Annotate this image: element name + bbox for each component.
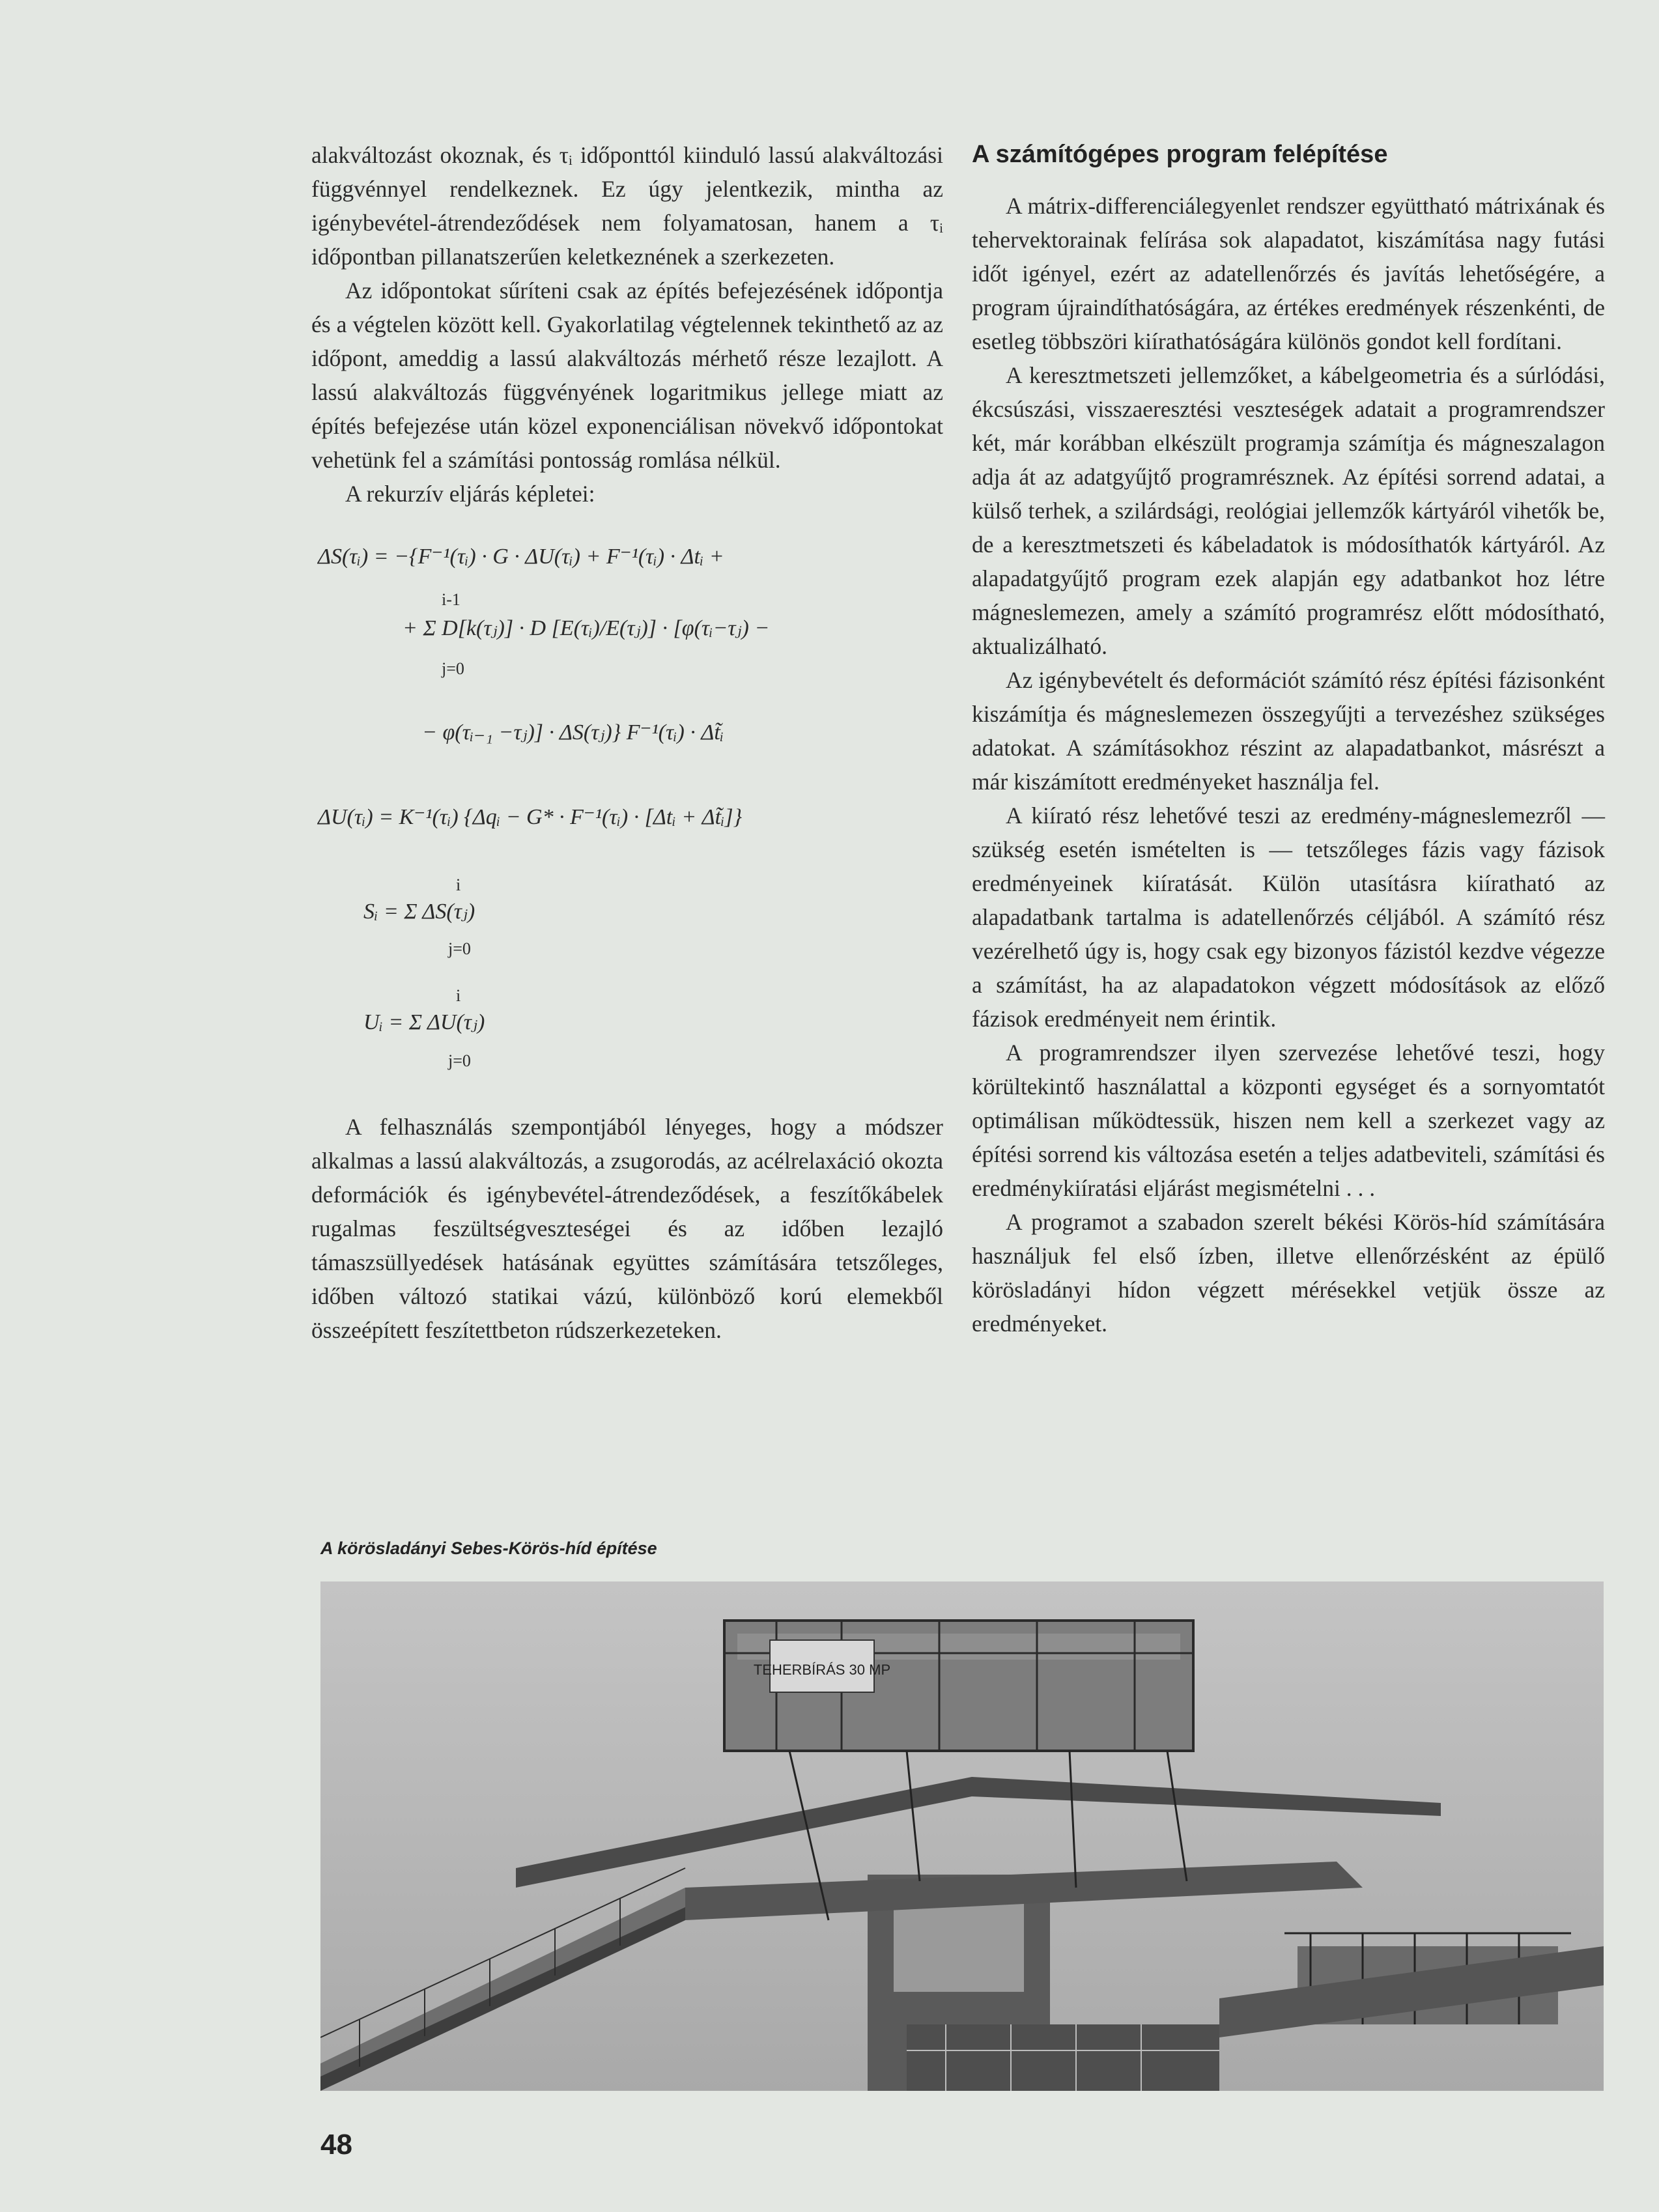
left-paragraph-1: alakváltozást okoznak, és τᵢ időponttól kiinduló lassú alakváltozási függvénnyel rendelkeznek. Ez úgy jelentkezik, mintha az igénybevétel-átrendeződések nem folyamatosan, hanem a τᵢ időpontban pillanatszerűen keletkeznének a szerkezeten.: [311, 142, 943, 270]
figure-caption: A körösladányi Sebes-Körös-híd építése: [320, 1538, 657, 1558]
left-paragraph-3: A rekurzív eljárás képletei:: [345, 481, 595, 507]
gantry-sign: TEHERBÍRÁS 30 MP: [753, 1662, 891, 1678]
left-column: [311, 138, 943, 1347]
section-heading: A számítógépes program felépítése: [972, 141, 1388, 168]
bridge-construction-photo: [320, 1581, 1604, 2091]
equation-2: ΔU(τᵢ) = K⁻¹(τᵢ) {Δqᵢ − G* · F⁻¹(τᵢ) · [Δtᵢ + Δt̃ᵢ]}: [318, 805, 743, 829]
equation-3: Sᵢ = Σ ΔS(τⱼ): [363, 900, 475, 924]
right-paragraph-3: Az igénybevételt és deformációt számító rész építési fázisonként kiszámítja és mágneslemezen összegyűjti a tervezéshez szükséges adatokat. A számításokhoz részint az alapadatbankot, másrészt a már kiszámított eredményeket használja fel.: [972, 667, 1605, 795]
left-paragraph-2: Az időpontokat sűríteni csak az építés befejezésének időpontja és a végtelen között kell. Gyakorlatilag végtelennek tekinthető az az időpont, ameddig a lassú alakváltozás mérhető része lezajlott. A lassú alakváltozás függvényének logaritmikus jellege miatt az építés befejezése után közel exponenciálisan növekvő időpontokat vehetünk fel a számítási pontosság romlása nélkül.: [311, 277, 943, 473]
right-paragraph-1: A mátrix-differenciálegyenlet rendszer együttható mátrixának és tehervektorainak felírása sok alapadatot, kiszámítása nagy futási időt igényel, ezért az adatellenőrzés és javítás lehetőségére, a program újraindíthatóságára, az értékes eredmények részenkénti, de esetleg többszöri kiírathatóságára különös gondot kell fordítani.: [972, 193, 1605, 354]
equation-1-line-2: + Σ D[k(τⱼ)] · D [E(τᵢ)/E(τⱼ)] · [φ(τᵢ−τⱼ) −: [403, 616, 770, 640]
right-paragraph-5: A programrendszer ilyen szervezése lehetővé teszi, hogy körültekintő használattal a központi egységet és a sornyomtatót optimálisan működtessük, hiszen nem kell a szerkezet vagy az építési sorrend kis változása esetén a teljes adatbeviteli, számítási és eredménykiíratási eljárást megismételni . . .: [972, 1040, 1605, 1201]
sum-lower-limit-3: j=0: [448, 1051, 471, 1070]
right-column: [972, 138, 1605, 1340]
sum-upper-limit-2: i: [456, 875, 461, 894]
right-paragraph-2: A keresztmetszeti jellemzőket, a kábelgeometria és a súrlódási, ékcsúszási, visszaeresztési veszteségek adatait a programrendszer két, már korábban elkészült programja számítja és mágneszalagon adja át az adatgyűjtő programrésznek. Az építési sorrend adatai, a külső terhek, a szilárdsági, reológiai jellemzők kártyáról vihetők be, de a keresztmetszeti és kábeladatok is módosíthatók kártyáról. Az alapadatgyűjtő program ezek alapján egy adatbankot hoz létre mágneslemezen, amely a számító programrész előtt módosítható, aktualizálható.: [972, 362, 1605, 659]
left-closing-paragraph: A felhasználás szempontjából lényeges, hogy a módszer alkalmas a lassú alakváltozás, a zsugorodás, az acélrelaxáció okozta deformációk és igénybevétel-átrendeződések, a feszítőkábelek rugalmas feszültségveszteségei és az időben lezajló támaszsüllyedések hatásának együttes számítására tetszőleges, időben változó statikai vázú, különböző korú elemekből összeépített feszítettbeton rúdszerkezeteken.: [311, 1114, 943, 1343]
right-paragraph-6: A programot a szabadon szerelt békési Körös-híd számítására használjuk fel első ízben, illetve ellenőrzésként az épülő körösladányi hídon végzett mérésekkel vetjük össze az eredményeket.: [972, 1209, 1605, 1337]
sum-upper-limit-3: i: [456, 986, 461, 1005]
equation-1-line-1: ΔS(τᵢ) = −{F⁻¹(τᵢ) · G · ΔU(τᵢ) + F⁻¹(τᵢ) · Δtᵢ +: [318, 545, 724, 569]
sum-lower-limit-2: j=0: [448, 939, 471, 958]
equation-4: Uᵢ = Σ ΔU(τⱼ): [363, 1010, 485, 1034]
page-number: 48: [320, 2129, 352, 2161]
right-paragraph-4: A kiírató rész lehetővé teszi az eredmény-mágneslemezről — szükség esetén ismételten is — tetszőleges fázis vagy fázisok eredményeinek kiíratását. Külön utasításra kiíratható az alapadatbank tartalma is adatellenőrzés céljából. A számító rész vezérelhető úgy is, hogy csak egy bizonyos fázistól kezdve végezze a számítást, ha az alapadatokon végzett módosítások az előző fázisok eredményeit nem érintik.: [972, 802, 1605, 1032]
sum-upper-limit-1: i-1: [442, 590, 461, 609]
sum-lower-limit-1: j=0: [442, 659, 464, 678]
formula-block: [311, 530, 943, 1182]
equation-1-line-3: − φ(τᵢ₋₁ −τⱼ)] · ΔS(τⱼ)} F⁻¹(τᵢ) · Δt̃ᵢ: [422, 720, 724, 744]
